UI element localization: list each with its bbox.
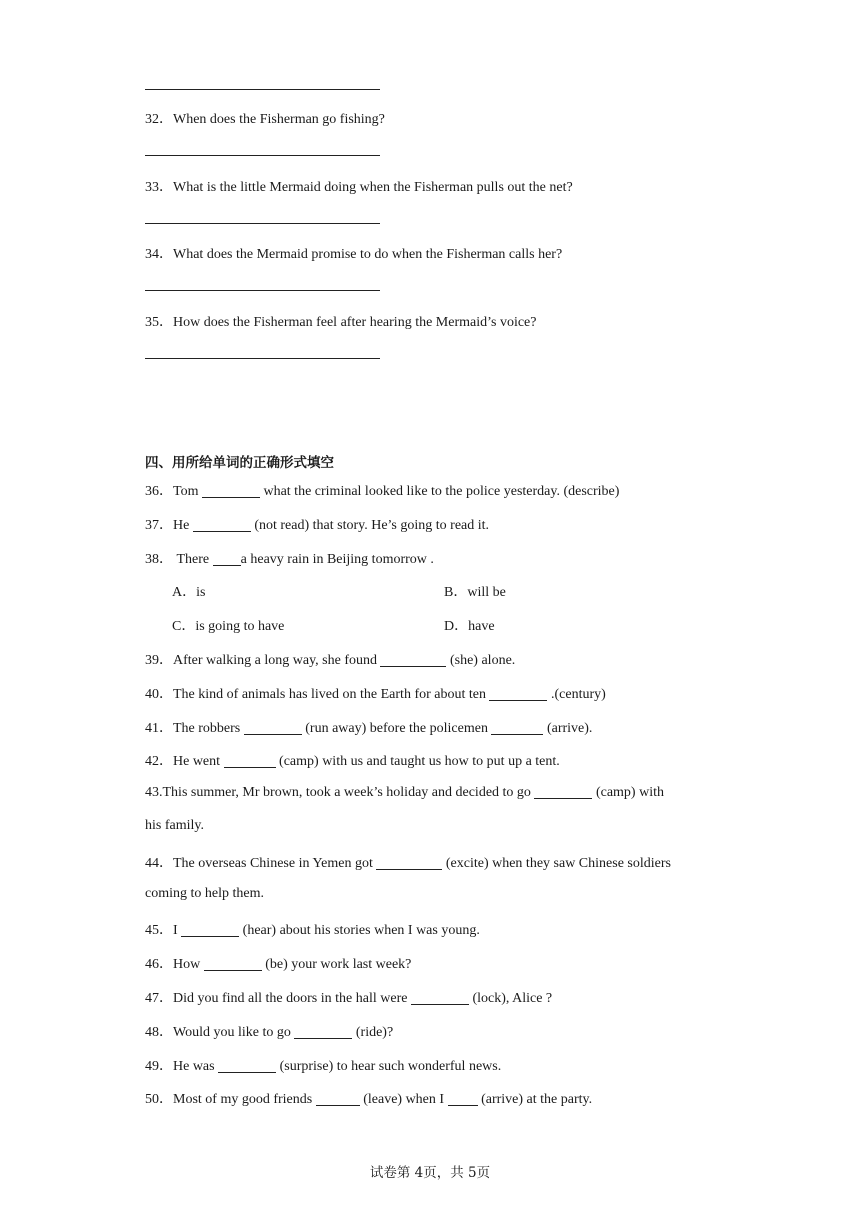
blank-41a[interactable] <box>244 720 302 735</box>
question-41: 41．The robbers (run away) before the policemen (arrive). <box>145 721 593 736</box>
blank-36[interactable] <box>202 483 260 498</box>
option-c[interactable]: C．is going to have <box>172 619 285 634</box>
blank-45[interactable] <box>181 922 239 937</box>
blank-42[interactable] <box>224 753 276 768</box>
question-33: 33．What is the little Mermaid doing when the Fisherman pulls out the net? <box>145 180 573 195</box>
option-b[interactable]: B．will be <box>444 585 506 600</box>
blank-37[interactable] <box>193 517 251 532</box>
section-heading: 四、用所给单词的正确形式填空 <box>145 455 334 471</box>
question-32: 32．When does the Fisherman go fishing? <box>145 112 385 127</box>
question-44: 44．The overseas Chinese in Yemen got (excite) when they saw Chinese soldiers <box>145 856 671 871</box>
answer-line-34[interactable] <box>145 290 380 291</box>
blank-49[interactable] <box>218 1058 276 1073</box>
blank-50a[interactable] <box>316 1091 360 1106</box>
question-44-cont: coming to help them. <box>145 886 264 901</box>
blank-46[interactable] <box>204 956 262 971</box>
blank-48[interactable] <box>294 1024 352 1039</box>
question-48: 48．Would you like to go (ride)? <box>145 1025 394 1040</box>
question-34: 34．What does the Mermaid promise to do when the Fisherman calls her? <box>145 247 563 262</box>
blank-41b[interactable] <box>491 720 543 735</box>
question-43: 43.This summer, Mr brown, took a week’s holiday and decided to go (camp) with <box>145 785 664 800</box>
blank-40[interactable] <box>489 686 547 701</box>
question-42: 42．He went (camp) with us and taught us how to put up a tent. <box>145 754 560 769</box>
blank-47[interactable] <box>411 990 469 1005</box>
page-footer: 试卷第 4页，共 5页 <box>369 1165 491 1181</box>
answer-line-31[interactable] <box>145 89 380 90</box>
option-a[interactable]: A．is <box>172 585 206 600</box>
question-39: 39．After walking a long way, she found (she) alone. <box>145 653 516 668</box>
question-43-cont: his family. <box>145 818 204 833</box>
question-46: 46．How (be) your work last week? <box>145 957 412 972</box>
question-49: 49．He was (surprise) to hear such wonderful news. <box>145 1059 502 1074</box>
blank-39[interactable] <box>380 652 446 667</box>
blank-43[interactable] <box>534 784 592 799</box>
question-45: 45．I (hear) about his stories when I was young. <box>145 923 480 938</box>
option-d[interactable]: D．have <box>444 619 495 634</box>
blank-38[interactable] <box>213 551 241 566</box>
answer-line-35[interactable] <box>145 358 380 359</box>
blank-50b[interactable] <box>448 1091 478 1106</box>
question-36: 36．Tom what the criminal looked like to the police yesterday. (describe) <box>145 484 620 499</box>
answer-line-32[interactable] <box>145 155 380 156</box>
answer-line-33[interactable] <box>145 223 380 224</box>
question-40: 40．The kind of animals has lived on the Earth for about ten .(century) <box>145 687 606 702</box>
blank-44[interactable] <box>376 855 442 870</box>
question-35: 35．How does the Fisherman feel after hearing the Mermaid’s voice? <box>145 315 537 330</box>
question-37: 37．He (not read) that story. He’s going to read it. <box>145 518 490 533</box>
question-38: 38． There a heavy rain in Beijing tomorrow . <box>145 552 434 567</box>
question-50: 50．Most of my good friends (leave) when I (arrive) at the party. <box>145 1092 593 1107</box>
question-47: 47．Did you find all the doors in the hall were (lock), Alice ? <box>145 991 553 1006</box>
